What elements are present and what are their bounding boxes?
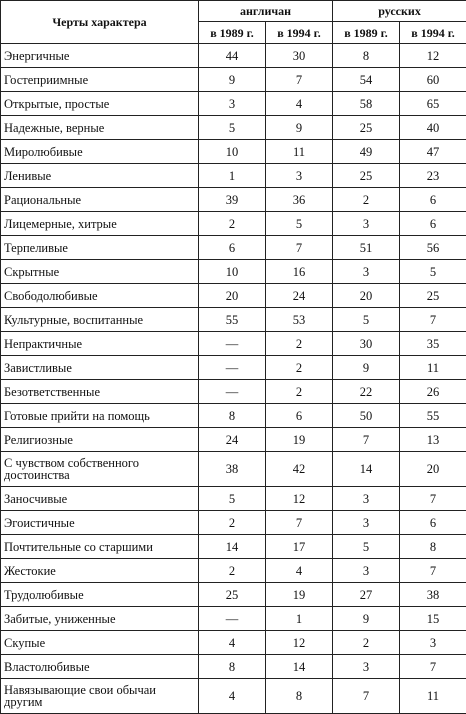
english-1994-cell: 19	[266, 428, 333, 452]
russian-1989-cell: 9	[333, 607, 400, 631]
english-1994-cell: 11	[266, 140, 333, 164]
trait-cell: Рациональные	[1, 188, 199, 212]
table-row	[1, 140, 466, 164]
table-row	[1, 559, 466, 583]
table-row	[1, 284, 466, 308]
russian-1989-cell: 30	[333, 332, 400, 356]
trait-cell: Трудолюбивые	[1, 583, 199, 607]
column-group-russian: русских	[333, 1, 466, 22]
trait-cell: Заносчивые	[1, 487, 199, 511]
english-1994-cell: 12	[266, 487, 333, 511]
russian-1989-cell: 25	[333, 116, 400, 140]
table-row	[1, 679, 466, 714]
table-row	[1, 452, 466, 487]
russian-1994-cell: 56	[400, 236, 466, 260]
table-row	[1, 92, 466, 116]
russian-1994-cell: 47	[400, 140, 466, 164]
table-row	[1, 535, 466, 559]
english-1994-cell: 8	[266, 679, 333, 714]
english-1989-cell: 38	[199, 452, 266, 487]
table-row	[1, 356, 466, 380]
english-1994-cell: 14	[266, 655, 333, 679]
english-1994-cell: 42	[266, 452, 333, 487]
trait-cell: Властолюбивые	[1, 655, 199, 679]
table-row	[1, 428, 466, 452]
english-1994-cell: 6	[266, 404, 333, 428]
english-1989-cell: —	[199, 380, 266, 404]
russian-1994-cell: 38	[400, 583, 466, 607]
russian-1989-cell: 58	[333, 92, 400, 116]
trait-cell: Открытые, простые	[1, 92, 199, 116]
table-row	[1, 212, 466, 236]
russian-1994-cell: 12	[400, 44, 466, 68]
russian-1994-cell: 11	[400, 356, 466, 380]
trait-cell: Эгоистичные	[1, 511, 199, 535]
column-header-ru-1989: в 1989 г.	[333, 22, 400, 44]
russian-1989-cell: 54	[333, 68, 400, 92]
table-row	[1, 380, 466, 404]
trait-cell: Культурные, воспитанные	[1, 308, 199, 332]
english-1989-cell: 10	[199, 140, 266, 164]
russian-1989-cell: 3	[333, 260, 400, 284]
english-1994-cell: 2	[266, 356, 333, 380]
english-1989-cell: 5	[199, 487, 266, 511]
english-1989-cell: 2	[199, 212, 266, 236]
english-1989-cell: 6	[199, 236, 266, 260]
russian-1989-cell: 22	[333, 380, 400, 404]
trait-cell: Скрытные	[1, 260, 199, 284]
russian-1989-cell: 2	[333, 188, 400, 212]
english-1994-cell: 7	[266, 68, 333, 92]
trait-cell: Забитые, униженные	[1, 607, 199, 631]
trait-cell: Надежные, верные	[1, 116, 199, 140]
english-1994-cell: 3	[266, 164, 333, 188]
column-header-traits: Черты характера	[1, 1, 199, 44]
table-row	[1, 583, 466, 607]
english-1989-cell: —	[199, 356, 266, 380]
english-1989-cell: —	[199, 332, 266, 356]
trait-cell: Терпеливые	[1, 236, 199, 260]
russian-1989-cell: 7	[333, 428, 400, 452]
russian-1994-cell: 13	[400, 428, 466, 452]
russian-1994-cell: 25	[400, 284, 466, 308]
russian-1989-cell: 3	[333, 487, 400, 511]
english-1989-cell: 10	[199, 260, 266, 284]
trait-cell: Готовые прийти на помощь	[1, 404, 199, 428]
trait-cell: Свободолюбивые	[1, 284, 199, 308]
table-row	[1, 260, 466, 284]
english-1989-cell: 3	[199, 92, 266, 116]
english-1989-cell: 20	[199, 284, 266, 308]
english-1994-cell: 24	[266, 284, 333, 308]
table-row	[1, 631, 466, 655]
english-1989-cell: 25	[199, 583, 266, 607]
russian-1994-cell: 65	[400, 92, 466, 116]
english-1994-cell: 2	[266, 380, 333, 404]
column-header-en-1994: в 1994 г.	[266, 22, 333, 44]
trait-cell: Энергичные	[1, 44, 199, 68]
table-body	[1, 44, 466, 714]
english-1994-cell: 1	[266, 607, 333, 631]
russian-1994-cell: 60	[400, 68, 466, 92]
russian-1994-cell: 6	[400, 188, 466, 212]
english-1994-cell: 5	[266, 212, 333, 236]
english-1989-cell: 4	[199, 631, 266, 655]
trait-cell: Жестокие	[1, 559, 199, 583]
trait-cell: Почтительные со старшими	[1, 535, 199, 559]
russian-1994-cell: 8	[400, 535, 466, 559]
english-1994-cell: 17	[266, 535, 333, 559]
english-1989-cell: 1	[199, 164, 266, 188]
english-1989-cell: 9	[199, 68, 266, 92]
table-row	[1, 116, 466, 140]
english-1989-cell: 2	[199, 511, 266, 535]
english-1994-cell: 4	[266, 92, 333, 116]
russian-1994-cell: 7	[400, 487, 466, 511]
trait-cell: Гостеприимные	[1, 68, 199, 92]
russian-1989-cell: 25	[333, 164, 400, 188]
trait-cell: Завистливые	[1, 356, 199, 380]
english-1994-cell: 12	[266, 631, 333, 655]
russian-1989-cell: 14	[333, 452, 400, 487]
russian-1994-cell: 7	[400, 308, 466, 332]
russian-1994-cell: 20	[400, 452, 466, 487]
english-1989-cell: —	[199, 607, 266, 631]
russian-1989-cell: 3	[333, 212, 400, 236]
table-row	[1, 404, 466, 428]
english-1989-cell: 24	[199, 428, 266, 452]
russian-1989-cell: 8	[333, 44, 400, 68]
english-1994-cell: 53	[266, 308, 333, 332]
russian-1994-cell: 40	[400, 116, 466, 140]
trait-cell: С чувством собственного достоинства	[1, 452, 199, 487]
english-1994-cell: 36	[266, 188, 333, 212]
english-1994-cell: 7	[266, 511, 333, 535]
trait-cell: Миролюбивые	[1, 140, 199, 164]
english-1994-cell: 9	[266, 116, 333, 140]
russian-1994-cell: 7	[400, 655, 466, 679]
english-1994-cell: 4	[266, 559, 333, 583]
english-1994-cell: 16	[266, 260, 333, 284]
russian-1989-cell: 2	[333, 631, 400, 655]
trait-cell: Непрактичные	[1, 332, 199, 356]
russian-1994-cell: 3	[400, 631, 466, 655]
trait-cell: Безответственные	[1, 380, 199, 404]
column-group-english: англичан	[199, 1, 333, 22]
table-header	[1, 1, 466, 44]
table-row	[1, 308, 466, 332]
english-1994-cell: 2	[266, 332, 333, 356]
english-1989-cell: 39	[199, 188, 266, 212]
russian-1989-cell: 49	[333, 140, 400, 164]
russian-1994-cell: 5	[400, 260, 466, 284]
russian-1994-cell: 7	[400, 559, 466, 583]
table-row	[1, 511, 466, 535]
header-row-groups	[1, 1, 466, 22]
russian-1994-cell: 6	[400, 212, 466, 236]
trait-cell: Навязывающие свои обычаи другим	[1, 679, 199, 714]
column-header-ru-1994: в 1994 г.	[400, 22, 466, 44]
table-row	[1, 607, 466, 631]
trait-cell: Лицемерные, хитрые	[1, 212, 199, 236]
russian-1989-cell: 3	[333, 559, 400, 583]
table-row	[1, 236, 466, 260]
russian-1994-cell: 55	[400, 404, 466, 428]
russian-1989-cell: 20	[333, 284, 400, 308]
russian-1989-cell: 27	[333, 583, 400, 607]
russian-1994-cell: 11	[400, 679, 466, 714]
russian-1994-cell: 26	[400, 380, 466, 404]
russian-1989-cell: 9	[333, 356, 400, 380]
table-row	[1, 68, 466, 92]
table-row	[1, 487, 466, 511]
english-1994-cell: 19	[266, 583, 333, 607]
russian-1989-cell: 3	[333, 655, 400, 679]
russian-1994-cell: 6	[400, 511, 466, 535]
english-1989-cell: 44	[199, 44, 266, 68]
trait-cell: Ленивые	[1, 164, 199, 188]
russian-1989-cell: 5	[333, 535, 400, 559]
table-row	[1, 332, 466, 356]
english-1989-cell: 55	[199, 308, 266, 332]
table-row	[1, 44, 466, 68]
trait-cell: Религиозные	[1, 428, 199, 452]
table-row	[1, 164, 466, 188]
table-row	[1, 188, 466, 212]
english-1989-cell: 4	[199, 679, 266, 714]
english-1994-cell: 7	[266, 236, 333, 260]
trait-cell: Скупые	[1, 631, 199, 655]
russian-1989-cell: 7	[333, 679, 400, 714]
english-1994-cell: 30	[266, 44, 333, 68]
russian-1994-cell: 23	[400, 164, 466, 188]
russian-1989-cell: 3	[333, 511, 400, 535]
russian-1989-cell: 51	[333, 236, 400, 260]
english-1989-cell: 5	[199, 116, 266, 140]
table-row	[1, 655, 466, 679]
russian-1989-cell: 5	[333, 308, 400, 332]
english-1989-cell: 8	[199, 655, 266, 679]
column-header-en-1989: в 1989 г.	[199, 22, 266, 44]
english-1989-cell: 14	[199, 535, 266, 559]
russian-1994-cell: 35	[400, 332, 466, 356]
english-1989-cell: 2	[199, 559, 266, 583]
english-1989-cell: 8	[199, 404, 266, 428]
russian-1994-cell: 15	[400, 607, 466, 631]
russian-1989-cell: 50	[333, 404, 400, 428]
